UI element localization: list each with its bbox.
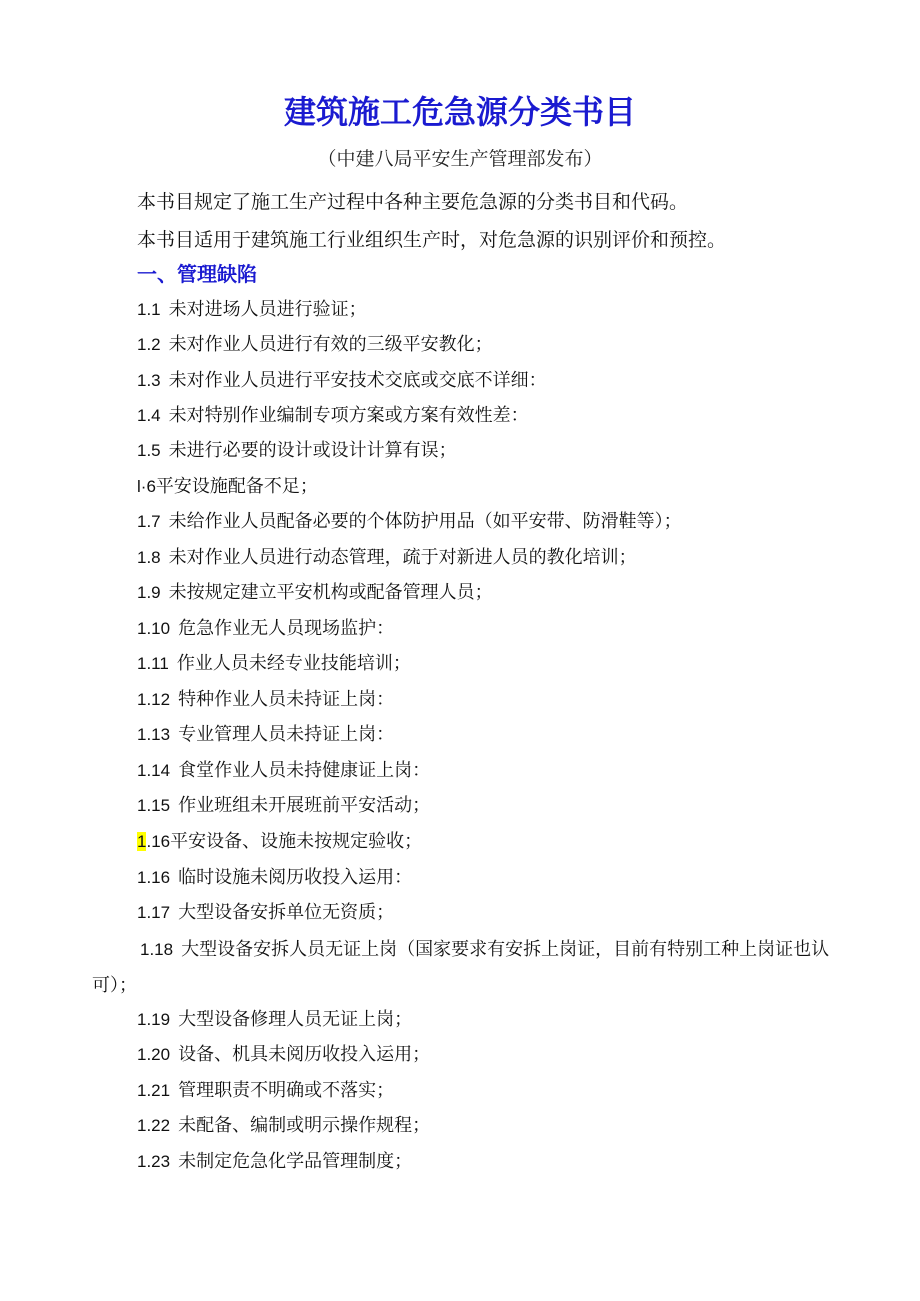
intro-paragraph: 本书目适用于建筑施工行业组织生产时，对危急源的识别评价和预控。 [137,229,727,251]
intro-paragraph: 本书目规定了施工生产过程中各种主要危急源的分类书目和代码。 [137,191,689,213]
list-item [137,402,529,430]
list-item [137,899,394,927]
item-text: 未进行必要的设计或设计计算有误； [168,440,457,461]
item-number: 1.13 [137,725,171,744]
item-text: 未对作业人员进行动态管理，疏于对新进人员的教化培训； [168,547,637,568]
item-text: 管理职责不明确或不落实； [178,1080,395,1101]
item-text: 设备、机具未阅历收投入运用； [178,1044,431,1065]
item-number: 1.16 [137,832,171,851]
item-number: l·6 [137,477,156,496]
item-text: 未对进场人员进行验证； [168,299,367,320]
item-number: 1.5 [137,441,161,460]
item-text: 作业班组未开展班前平安活动； [178,795,431,816]
item-number: 1.12 [137,690,171,709]
item-text: 危急作业无人员现场监护： [178,618,395,639]
item-text: 未制定危急化学品管理制度； [178,1151,413,1172]
item-number: 1.7 [137,512,161,531]
item-text: 特种作业人员未持证上岗： [178,689,395,710]
item-text: 未配备、编制或明示操作规程； [178,1115,431,1136]
document-title: 建筑施工危急源分类书目 [283,93,636,131]
item-text: 临时设施未阅历收投入运用： [178,867,413,888]
highlight-mark: 1 [137,832,147,851]
item-text: 食堂作业人员未持健康证上岗： [178,760,431,781]
item-number: 1.10 [137,619,171,638]
list-item [137,544,637,572]
list-item [137,828,422,856]
item-text: 平安设施配备不足； [155,476,318,497]
list-item [137,1077,394,1105]
item-number: 1.20 [137,1045,171,1064]
item-number: 1.8 [137,548,161,567]
list-item [137,296,367,324]
list-item [137,1006,412,1034]
list-item [137,792,430,820]
list-item [137,367,547,395]
list-item [137,864,412,892]
list-item [137,473,318,501]
item-text: 未给作业人员配备必要的个体防护用品（如平安带、防滑鞋等）； [168,511,682,532]
item-number: 1.3 [137,371,161,390]
item-number: 1.16 [137,868,171,887]
list-item [137,331,493,359]
item-text: 未对作业人员进行有效的三级平安教化； [168,334,493,355]
item-number: 1.18 [140,940,174,959]
item-text: 大型设备安拆单位无资质； [178,902,395,923]
list-item [137,1041,430,1069]
list-item [137,650,411,678]
list-item [92,932,852,1004]
list-item [137,1148,412,1176]
item-text: 大型设备安拆人员无证上岗（国家要求有安拆上岗证，目前有特别工种上岗证也认可）； [92,939,830,996]
item-number: 1.14 [137,761,171,780]
item-text: 专业管理人员未持证上岗： [178,724,395,745]
item-text: 未对特别作业编制专项方案或方案有效性差： [168,405,529,426]
list-item [137,721,394,749]
item-number: 1.21 [137,1081,171,1100]
section-heading: 一、管理缺陷 [137,262,257,286]
item-text: 未对作业人员进行平安技术交底或交底不详细： [168,370,547,391]
list-item [137,686,394,714]
document-subtitle: （中建八局平安生产管理部发布） [317,148,603,170]
item-text: 平安设备、设施未按规定验收； [170,831,423,852]
item-text: 作业人员未经专业技能培训； [176,653,411,674]
item-number: 1.23 [137,1152,171,1171]
item-number: 1.15 [137,796,171,815]
item-text: 大型设备修理人员无证上岗； [178,1009,413,1030]
list-item [137,757,430,785]
item-number: 1.17 [137,903,171,922]
item-number: 1.2 [137,335,161,354]
item-number: 1.22 [137,1116,171,1135]
item-number: 1.1 [137,300,161,319]
list-item [137,1112,430,1140]
item-number: 1.4 [137,406,161,425]
item-number: 1.19 [137,1010,171,1029]
list-item [137,615,394,643]
item-number: 1.9 [137,583,161,602]
item-number: 1.11 [137,654,169,673]
item-text: 未按规定建立平安机构或配备管理人员； [168,582,493,603]
list-item [137,508,682,536]
list-item [137,579,493,607]
list-item [137,437,457,465]
